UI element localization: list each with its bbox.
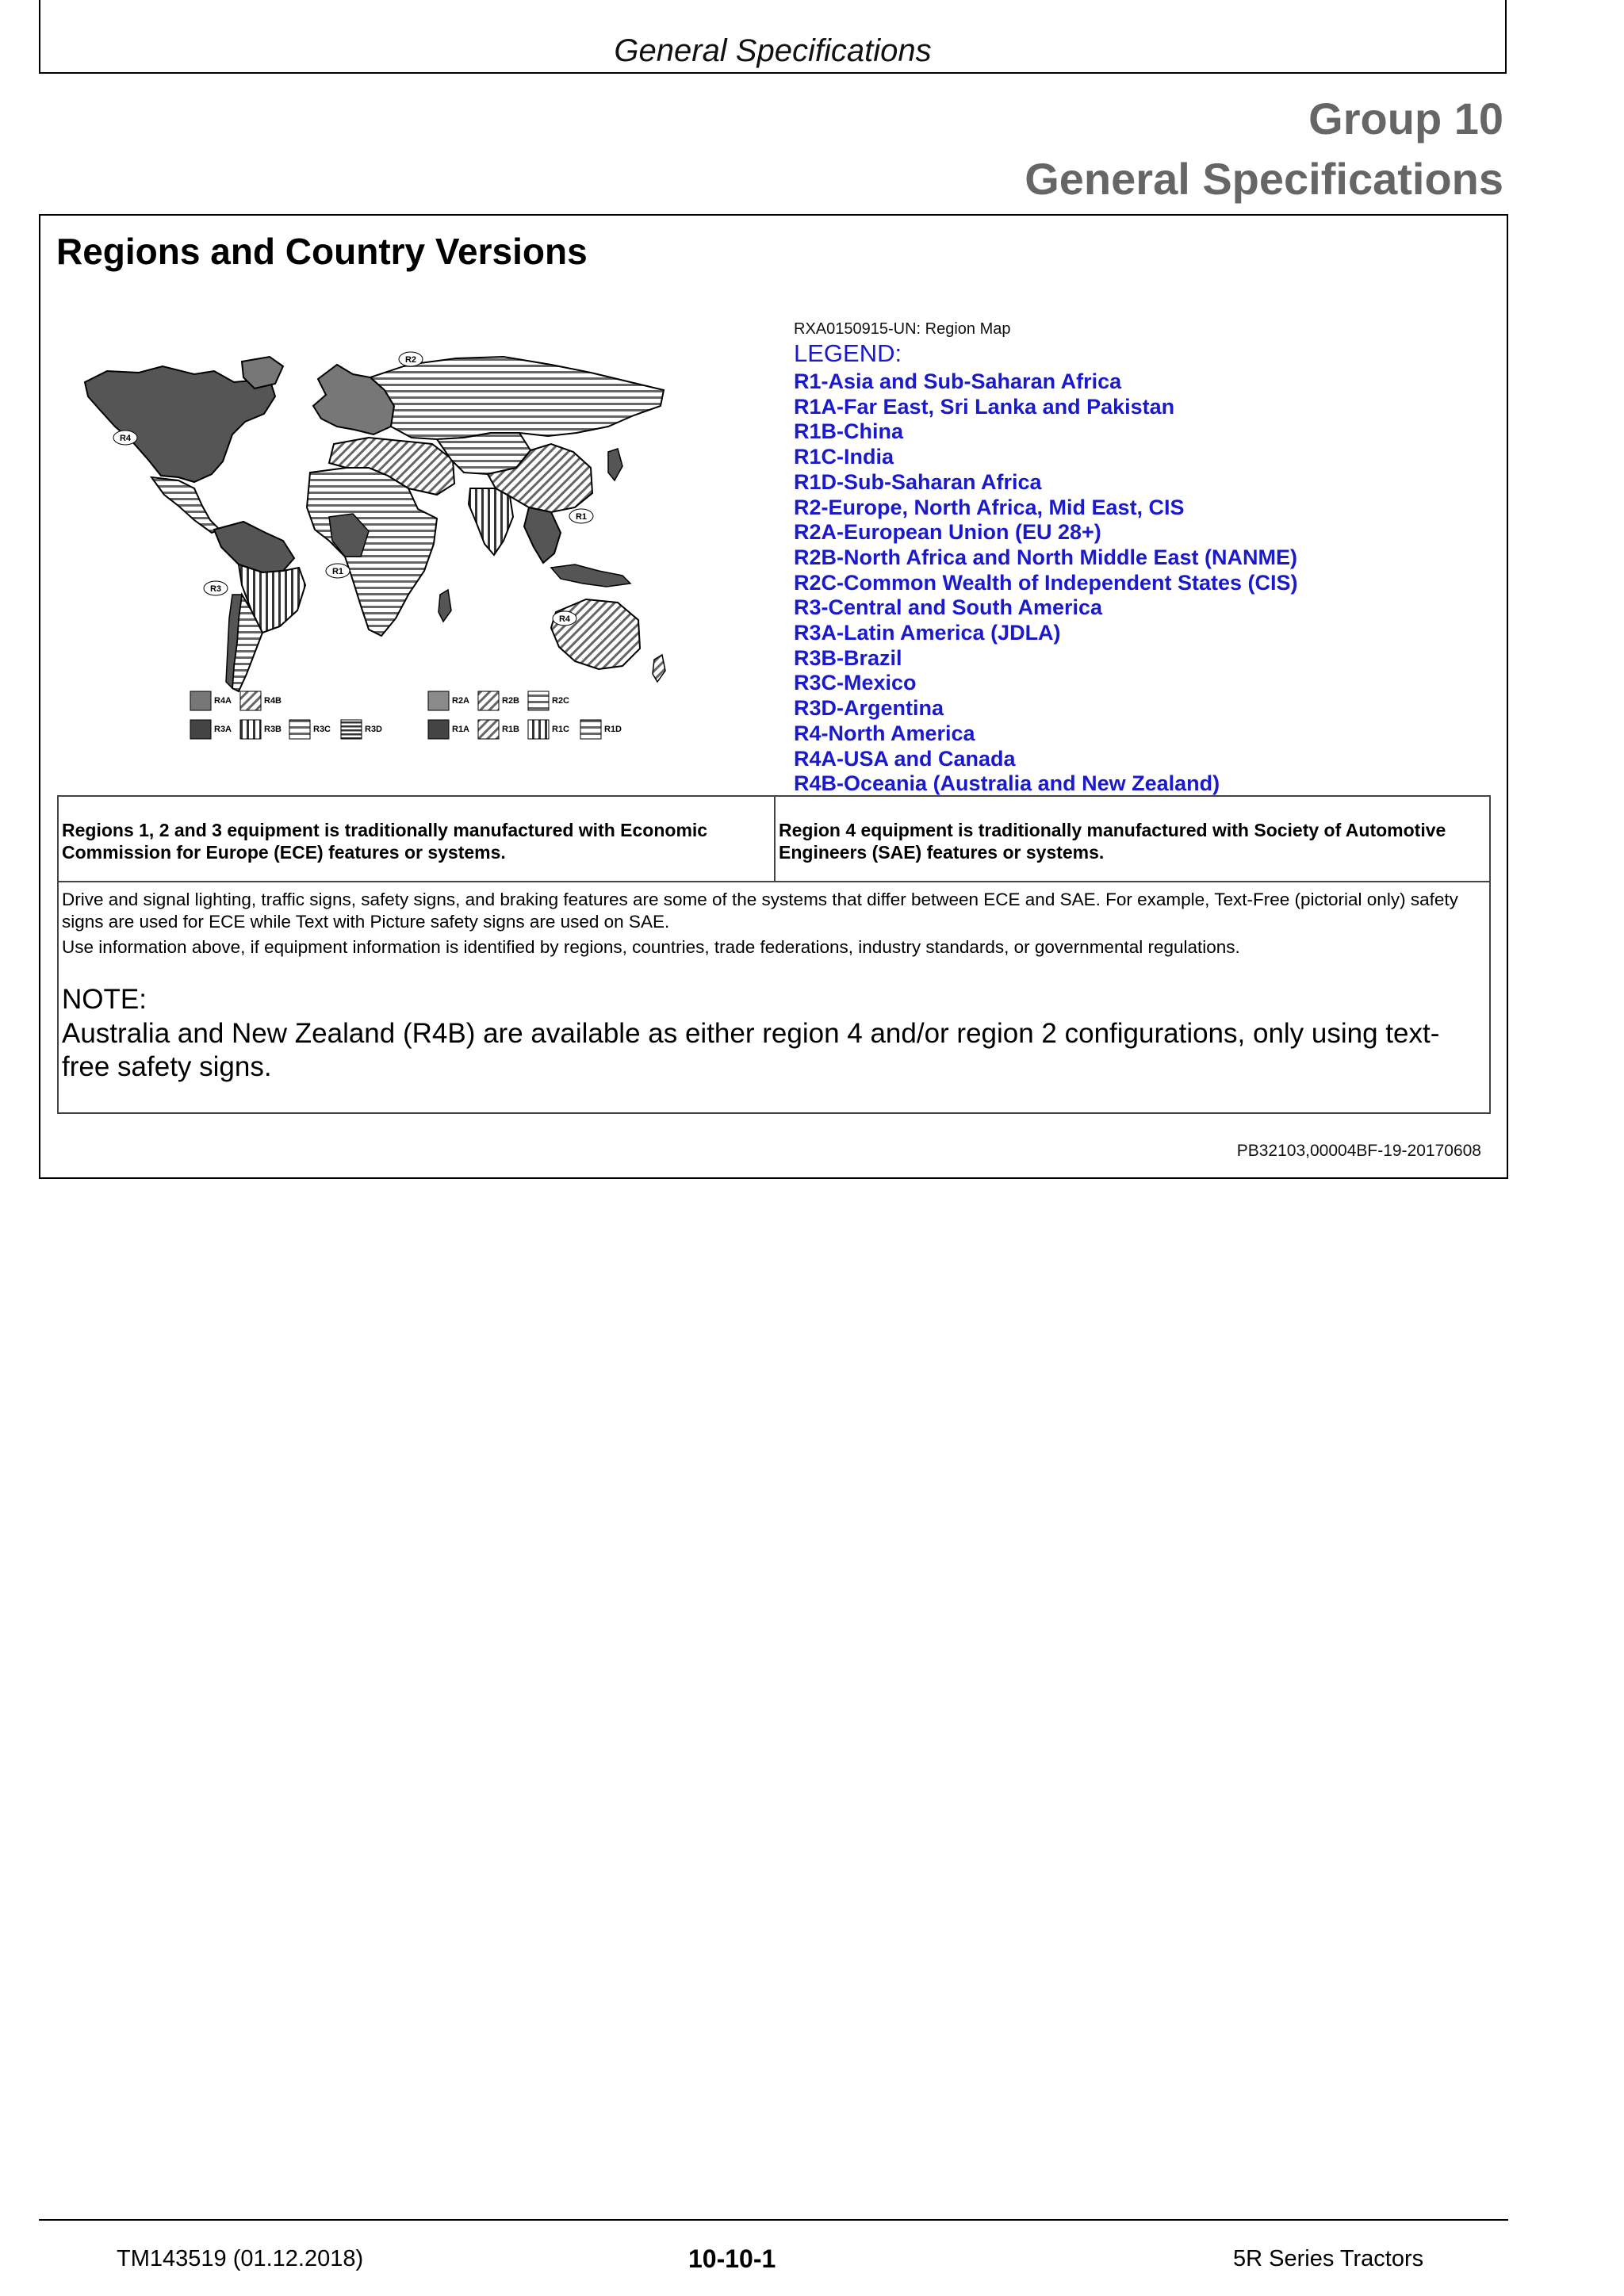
sae-cell: Region 4 equipment is traditionally manufactured with Society of Automotive Engineers (SAE) features or systems. (774, 797, 1489, 881)
usage-paragraph: Use information above, if equipment information is identified by regions, countries, trade federations, industry standards, or governmental regulations. (62, 937, 1240, 957)
svg-text:R3B: R3B (264, 725, 282, 734)
map-mexico (151, 477, 220, 533)
ece-cell: Regions 1, 2 and 3 equipment is traditionally manufactured with Economic Commission for Europe (ECE) features or systems. (62, 820, 708, 863)
group-heading (1025, 89, 1503, 209)
callout-r1-africa (326, 564, 350, 578)
legend-item: R4B-Oceania (Australia and New Zealand) (794, 771, 1220, 796)
legend-item: R2C-Common Wealth of Independent States (CIS) (794, 570, 1298, 595)
map-australia (551, 599, 640, 669)
product-name: 5R Series Tractors (1233, 2246, 1424, 2271)
svg-text:R3A: R3A (214, 725, 232, 734)
svg-text:R3: R3 (209, 584, 222, 594)
svg-text:R1: R1 (575, 512, 588, 522)
svg-text:R3C: R3C (313, 725, 331, 734)
figure-caption: RXA0150915-UN: Region Map (794, 320, 1011, 338)
svg-text:R1: R1 (331, 567, 344, 576)
legend-item: R1-Asia and Sub-Saharan Africa (794, 369, 1122, 393)
svg-text:R4B: R4B (264, 696, 282, 706)
map-indonesia (551, 564, 630, 587)
map-se-asia (524, 507, 561, 563)
legend-item: R3D-Argentina (794, 696, 944, 721)
callout-r2 (399, 352, 423, 366)
map-japan (608, 449, 622, 480)
callout-r3 (204, 581, 228, 595)
legend-item: R4A-USA and Canada (794, 746, 1016, 771)
map-india (469, 488, 513, 555)
svg-text:R1D: R1D (604, 725, 622, 734)
svg-text:R4: R4 (558, 614, 571, 624)
header-frame (39, 0, 1507, 74)
legend-item: R2-Europe, North Africa, Mid East, CIS (794, 495, 1185, 519)
svg-text:R2A: R2A (452, 696, 470, 706)
legend-item: R1A-Far East, Sri Lanka and Pakistan (794, 394, 1175, 419)
map-africa (307, 468, 437, 636)
note-label: NOTE: (62, 984, 147, 1015)
svg-text:R2: R2 (404, 355, 417, 365)
legend-item: R1D-Sub-Saharan Africa (794, 469, 1042, 494)
group-number: Group 10 (1308, 94, 1503, 144)
map-madagascar (439, 590, 451, 622)
page-number: 10-10-1 (688, 2244, 776, 2273)
ece-sae-table-row (57, 795, 1491, 882)
svg-text:R2B: R2B (502, 696, 520, 706)
section-title: Regions and Country Versions (56, 231, 588, 272)
legend-item: R2B-North Africa and North Middle East (NANME) (794, 545, 1298, 569)
legend-item: R1B-China (794, 419, 904, 444)
document-reference: PB32103,00004BF-19-20170608 (1236, 1142, 1481, 1160)
svg-text:R4: R4 (119, 434, 132, 443)
region-map (75, 333, 686, 745)
svg-text:R1B: R1B (502, 725, 520, 734)
swatch-key-r2-r1 (428, 691, 622, 739)
group-title: General Specifications (1025, 154, 1503, 204)
legend-item: R3B-Brazil (794, 645, 902, 670)
footer-divider (39, 2219, 1508, 2221)
legend-item: R2A-European Union (EU 28+) (794, 520, 1101, 545)
map-russia (370, 357, 664, 439)
legend-item: R4-North America (794, 721, 975, 745)
map-new-zealand (653, 655, 665, 682)
manual-id: TM143519 (01.12.2018) (117, 2246, 364, 2271)
callout-r4-au (553, 611, 576, 626)
legend-title: LEGEND: (794, 339, 902, 367)
callout-r1-asia (569, 509, 593, 523)
legend-item: R3-Central and South America (794, 595, 1103, 620)
legend-list (794, 369, 1298, 797)
systems-paragraph: Drive and signal lighting, traffic signs, safety signs, and braking features are some of the systems that differ between ECE and SAE. For example, Text-Free (pictorial only) safety signs are used for ECE while Text with Picture safety signs are used on SAE. (62, 890, 1458, 932)
map-south-america-north (214, 522, 294, 572)
info-table-row (57, 881, 1491, 1114)
svg-text:R1C: R1C (552, 725, 570, 734)
svg-text:R3D: R3D (365, 725, 383, 734)
legend-item: R1C-India (794, 445, 894, 469)
legend-item: R3C-Mexico (794, 671, 917, 695)
svg-text:R4A: R4A (214, 696, 232, 706)
map-north-america (85, 366, 275, 482)
swatch-key-r4-r3 (190, 691, 382, 739)
running-head: General Specifications (614, 33, 932, 68)
svg-text:R1A: R1A (452, 725, 470, 734)
legend-item: R3A-Latin America (JDLA) (794, 621, 1061, 645)
svg-text:R2C: R2C (552, 696, 570, 706)
note-text: Australia and New Zealand (R4B) are available as either region 4 and/or region 2 configurations, only using text-free safety signs. (62, 1018, 1440, 1082)
callout-r4-na (113, 430, 137, 445)
